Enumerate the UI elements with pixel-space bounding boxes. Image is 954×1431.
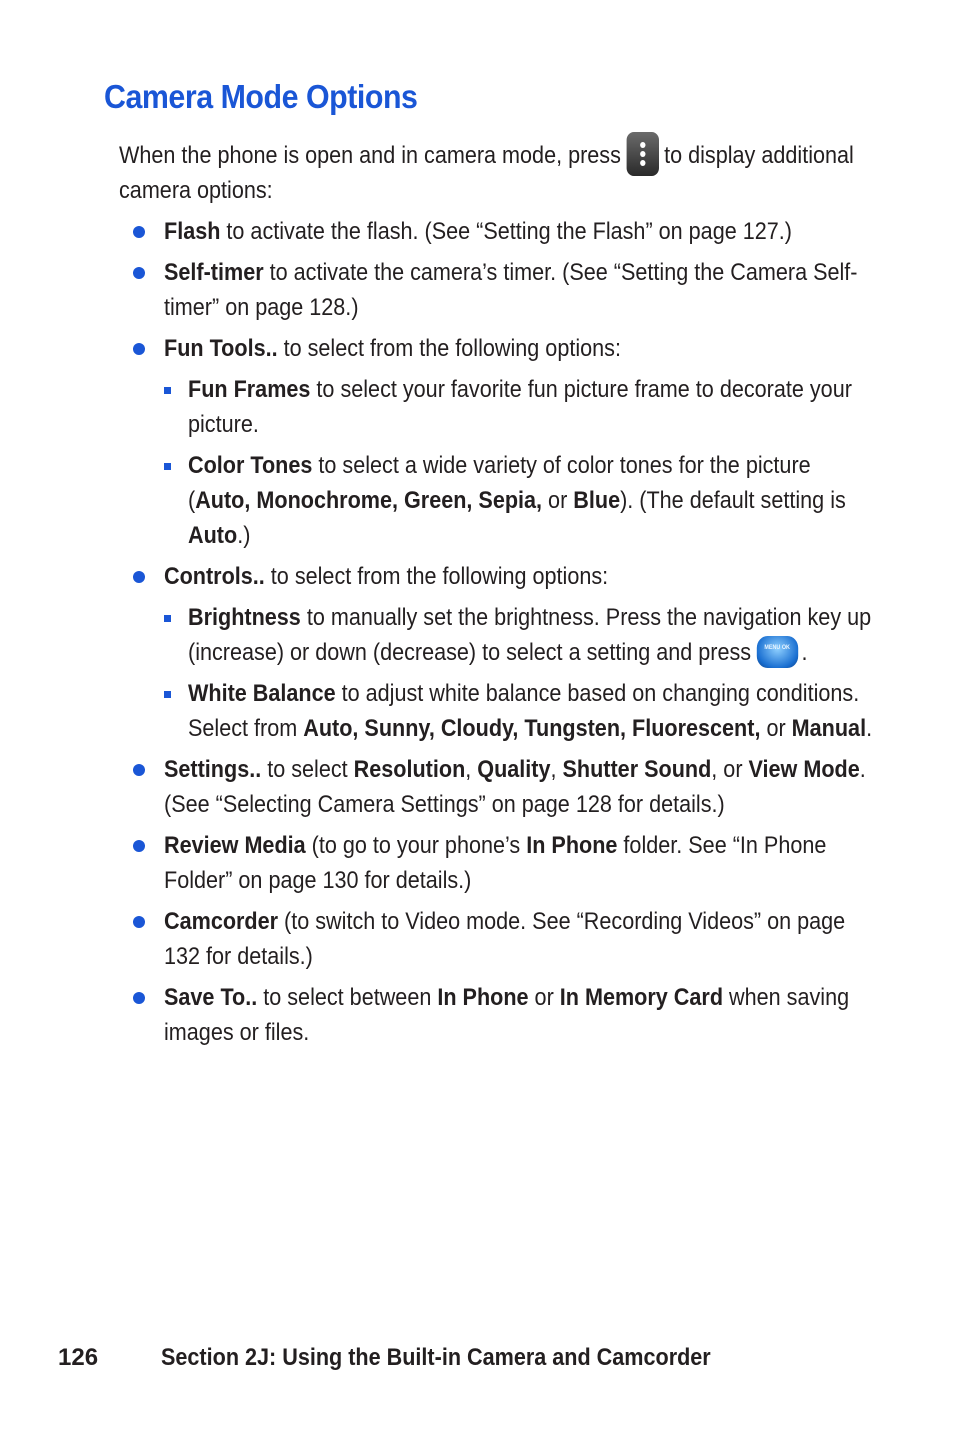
sub-default: Auto — [188, 522, 238, 549]
sub-item-white-balance — [119, 676, 879, 746]
item-or: or — [528, 984, 560, 1011]
page-number: 126 — [58, 1344, 99, 1371]
sub-term: Color Tones — [188, 452, 313, 479]
in-memory-card-term: In Memory Card — [559, 984, 724, 1011]
page-title: Camera Mode Options — [104, 78, 418, 115]
setting-view-mode: View Mode — [748, 756, 860, 783]
options-key-icon — [626, 132, 658, 176]
list-item-settings — [119, 752, 879, 822]
square-bullet-icon — [164, 463, 171, 470]
controls-sublist — [164, 600, 879, 746]
page-body — [119, 138, 879, 1056]
item-term: Save To.. — [164, 984, 258, 1011]
sub-last-option: Manual — [791, 715, 867, 742]
item-desc: to select from the following options: — [264, 563, 609, 590]
sub-desc-2: ). (The default setting is — [620, 487, 846, 514]
list-item-controls — [119, 559, 879, 746]
sub-options: Auto, Sunny, Cloudy, Tungsten, Fluorescent, — [303, 715, 761, 742]
bullet-icon — [133, 571, 145, 583]
list-item-save-to — [119, 980, 879, 1050]
item-desc: to select from the following options: — [277, 335, 621, 362]
sub-term: Brightness — [188, 604, 301, 631]
item-desc-2: folder. See “In Phone Folder” on page 130 for details.) — [164, 832, 827, 894]
item-term: Controls.. — [164, 563, 265, 590]
sub-item-fun-frames — [119, 372, 879, 442]
item-term: Fun Tools.. — [164, 335, 278, 362]
square-bullet-icon — [164, 615, 171, 622]
intro-text-after: to display additional camera options: — [119, 142, 854, 204]
sub-desc: to adjust white balance based on changing conditions. Select from — [188, 680, 860, 742]
bullet-icon — [133, 992, 145, 1004]
options-list — [119, 214, 879, 1050]
item-desc: to activate the camera’s timer. (See “Setting the Camera Self-timer” on page 128.) — [164, 259, 858, 321]
sub-or: or — [542, 487, 574, 514]
bullet-icon — [133, 840, 145, 852]
list-item-self-timer — [119, 255, 879, 325]
bullet-icon — [133, 916, 145, 928]
sub-desc: to select a wide variety of color tones for the picture ( — [188, 452, 811, 514]
in-phone-term: In Phone — [526, 832, 618, 859]
sub-term: White Balance — [188, 680, 336, 707]
sub-end: . — [866, 715, 873, 742]
intro-paragraph — [119, 138, 879, 208]
sub-desc: to manually set the brightness. Press the navigation key up (increase) or down (decrease) to select a setting and press — [188, 604, 872, 666]
section-title: Section 2J: Using the Built-in Camera and Camcorder — [161, 1344, 711, 1371]
bullet-icon — [133, 764, 145, 776]
list-item-fun-tools — [119, 331, 879, 553]
item-term: Settings.. — [164, 756, 262, 783]
bullet-icon — [133, 343, 145, 355]
sep: , — [465, 756, 478, 783]
item-desc: to activate the flash. (See “Setting the Flash” on page 127.) — [220, 218, 792, 245]
item-desc: to select — [261, 756, 354, 783]
item-desc: (to go to your phone’s — [305, 832, 527, 859]
square-bullet-icon — [164, 387, 171, 394]
item-desc-2: when saving images or files. — [164, 984, 850, 1046]
bullet-icon — [133, 267, 145, 279]
setting-shutter-sound: Shutter Sound — [562, 756, 712, 783]
in-phone-term: In Phone — [437, 984, 529, 1011]
sub-item-brightness — [119, 600, 879, 670]
sub-desc: to select your favorite fun picture frame to decorate your picture. — [188, 376, 852, 438]
item-desc-2: . (See “Selecting Camera Settings” on page 128 for details.) — [164, 756, 866, 818]
item-desc: (to switch to Video mode. See “Recording Videos” on page 132 for details.) — [164, 908, 846, 970]
sep: , — [550, 756, 563, 783]
sep: , or — [711, 756, 749, 783]
square-bullet-icon — [164, 691, 171, 698]
item-desc: to select between — [257, 984, 438, 1011]
menu-ok-key-icon — [756, 636, 797, 668]
sub-end: . — [801, 639, 808, 666]
sub-desc-3: .) — [237, 522, 251, 549]
item-term: Camcorder — [164, 908, 279, 935]
setting-resolution: Resolution — [353, 756, 466, 783]
list-item-flash — [119, 214, 879, 249]
setting-quality: Quality — [477, 756, 551, 783]
sub-last-option: Blue — [573, 487, 621, 514]
list-item-camcorder — [119, 904, 879, 974]
sub-term: Fun Frames — [188, 376, 311, 403]
fun-tools-sublist — [164, 372, 879, 553]
bullet-icon — [133, 226, 145, 238]
intro-text-before: When the phone is open and in camera mode, press — [119, 142, 621, 169]
list-item-review-media — [119, 828, 879, 898]
item-term: Review Media — [164, 832, 306, 859]
sub-item-color-tones — [119, 448, 879, 553]
sub-or: or — [760, 715, 792, 742]
sub-options: Auto, Monochrome, Green, Sepia, — [195, 487, 543, 514]
item-term: Flash — [164, 218, 221, 245]
item-term: Self-timer — [164, 259, 264, 286]
